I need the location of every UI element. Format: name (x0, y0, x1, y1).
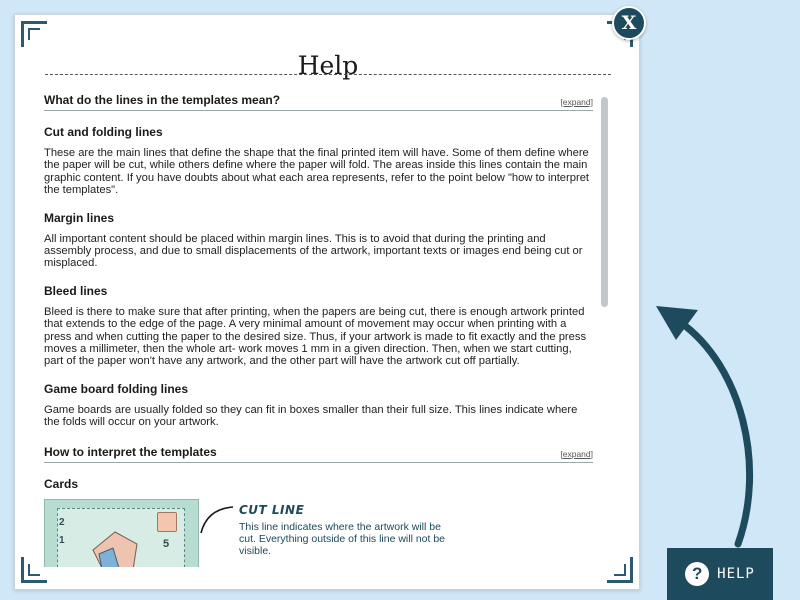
card-stats (59, 514, 65, 550)
help-content[interactable] (44, 93, 593, 567)
content-scrollbar[interactable] (601, 97, 608, 567)
card-badge-icon (157, 512, 177, 532)
cut-line-callout (239, 499, 449, 567)
section-title: How to interpret the templates (44, 444, 217, 459)
corner-ornament-bottom-right (607, 557, 633, 583)
section-header (44, 445, 593, 463)
subsection-title: Cut and folding lines (44, 125, 163, 139)
subsection-title: Bleed lines (44, 283, 108, 298)
curved-arrow-icon (650, 296, 770, 556)
subsection-title: Game board folding lines (44, 381, 189, 396)
help-button-label: HELP (717, 566, 755, 582)
expand-link[interactable]: [expand] (560, 97, 593, 107)
subsection-text: Game boards are usually folded so they can fit in boxes smaller than their full size. This lines indicate where the folds will occur on your artwork. (44, 403, 578, 429)
question-mark-icon: ? (685, 562, 709, 586)
callout-title: CUT LINE (239, 502, 305, 517)
section-title: What do the lines in the templates mean? (44, 93, 281, 107)
scrollbar-thumb[interactable] (601, 97, 608, 307)
subsection-text: Bleed is there to make sure that after printing, when the papers are being cut, there is enough artwork printed that extends to the edge of the page. A very minimal amount of movement may occur when printing with a press and when cutting the paper to the desired size. Thus, if your artwork is made to fit exactly and the press moves a millimeter, then the whole art- work moves 1 mm in a given direction. Then, when we start cutting, part of the paper won't have any artwork, and the other part will have the artwork cut off partially. (44, 305, 587, 368)
help-button[interactable] (667, 548, 773, 600)
card-template-figure (44, 499, 593, 567)
card-stat-value: 2 (59, 516, 65, 528)
subsection-title: Cards (44, 476, 79, 491)
corner-ornament-top-left (21, 21, 47, 47)
subsection-text: All important content should be placed within margin lines. This is to avoid that during the printing and assembly process, and due to small displacements of the artwork, important texts or images end being cut or misplaced. (44, 232, 583, 270)
section-header (44, 93, 593, 111)
expand-link[interactable]: [expand] (560, 448, 593, 459)
card-template-image (44, 499, 199, 567)
card-stat-value: 1 (59, 534, 65, 546)
subsection-title: Margin lines (44, 210, 115, 225)
callout-text: This line indicates where the artwork will be cut. Everything outside of this line will not be visible. (239, 520, 446, 557)
callout-pointer (199, 499, 239, 567)
title-divider (45, 74, 611, 75)
dice-illustration (85, 528, 145, 567)
close-button[interactable]: X (612, 6, 646, 40)
card-number: 5 (163, 537, 170, 550)
help-modal (14, 14, 640, 590)
subsection-text: These are the main lines that define the shape that the final printed item will have. Some of them define where the paper will be cut, while others define where the paper will fold. The areas inside this lines contain the main graphic content. If you have doubts about what each area represents, refer to the point below "how to interpret the templates". (44, 147, 590, 197)
modal-title: Help (297, 51, 359, 80)
